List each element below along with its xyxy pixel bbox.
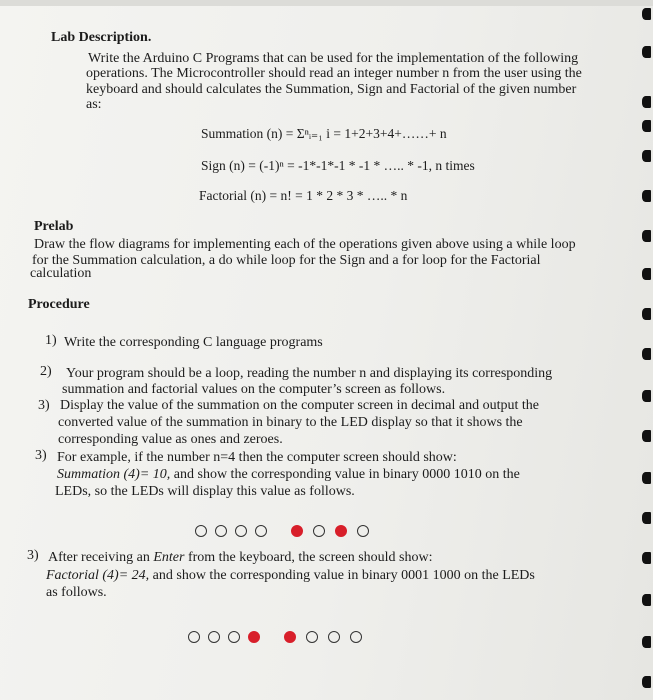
- led-off: [235, 525, 247, 537]
- step-text: [57, 467, 520, 483]
- led-off: [313, 525, 325, 537]
- led-off: [306, 631, 318, 643]
- summation-formula: Summation (n) = Σⁿᵢ₌₁ i = 1+2+3+4+……+ n: [201, 126, 447, 141]
- step-number: 3): [35, 448, 47, 463]
- prelab-heading: Prelab: [34, 219, 74, 234]
- lab-description-line: operations. The Microcontroller should read an integer number n from the user using the: [86, 66, 582, 81]
- lab-description-line: as:: [86, 97, 102, 112]
- led-off: [195, 525, 207, 537]
- procedure-heading: Procedure: [28, 297, 90, 312]
- step-text: Your program should be a loop, reading the number n and displaying its corresponding: [66, 366, 553, 381]
- led-off: [228, 631, 240, 643]
- led-on: [248, 631, 260, 643]
- prelab-line: Draw the flow diagrams for implementing each of the operations given above using a while loop: [34, 237, 576, 252]
- step-text: as follows.: [46, 585, 107, 600]
- step-number: 1): [45, 333, 57, 348]
- led-display-factorial: [188, 631, 378, 647]
- step-text: Write the corresponding C language programs: [64, 335, 323, 350]
- factorial-example-rest: and show the corresponding value in binary 0001 1000 on the LEDs: [149, 568, 535, 583]
- led-off: [350, 631, 362, 643]
- led-off: [208, 631, 220, 643]
- led-on: [335, 525, 347, 537]
- step-text: corresponding value as ones and zeroes.: [58, 432, 283, 447]
- led-off: [357, 525, 369, 537]
- lab-description-line: Write the Arduino C Programs that can be used for the implementation of the following: [88, 51, 579, 66]
- factorial-example: Factorial (4)= 24,: [46, 568, 150, 583]
- led-on: [284, 631, 296, 643]
- step-text: Display the value of the summation on the computer screen in decimal and output the: [60, 398, 539, 413]
- step-number: 3): [27, 548, 39, 563]
- led-off: [255, 525, 267, 537]
- step-text: summation and factorial values on the computer’s screen as follows.: [62, 382, 446, 397]
- led-on: [291, 525, 303, 537]
- lab-description-line: keyboard and should calculates the Summation, Sign and Factorial of the given number: [86, 82, 577, 97]
- summation-example: Summation (4)= 10,: [57, 467, 171, 482]
- led-off: [328, 631, 340, 643]
- enter-key-text: Enter: [153, 550, 185, 565]
- step-number: 3): [38, 398, 50, 413]
- step-number: 2): [40, 364, 52, 379]
- step-text: After receiving an Enter from the keyboard, the screen should show:: [48, 550, 433, 565]
- factorial-formula: Factorial (n) = n! = 1 * 2 * 3 * ….. * n: [199, 188, 408, 203]
- led-display-summation: [195, 525, 385, 541]
- led-off: [188, 631, 200, 643]
- step-text: LEDs, so the LEDs will display this value as follows.: [55, 484, 355, 499]
- summation-example-rest: and show the corresponding value in binary 0000 1010 on the: [170, 467, 520, 482]
- spiral-binding: [635, 0, 653, 700]
- step-text: converted value of the summation in binary to the LED display so that it shows the: [58, 415, 523, 430]
- step-text: [46, 568, 535, 584]
- led-off: [215, 525, 227, 537]
- sign-formula: Sign (n) = (-1)ⁿ = -1*-1*-1 * -1 * ….. * -1, n times: [201, 158, 475, 173]
- prelab-line: for the Summation calculation, a do while loop for the Sign and a for loop for the Factorial: [32, 253, 541, 268]
- prelab-line: calculation: [30, 266, 92, 281]
- page-top-edge: [0, 0, 653, 6]
- step-text: For example, if the number n=4 then the computer screen should show:: [57, 450, 457, 465]
- lab-description-heading: Lab Description.: [51, 30, 152, 45]
